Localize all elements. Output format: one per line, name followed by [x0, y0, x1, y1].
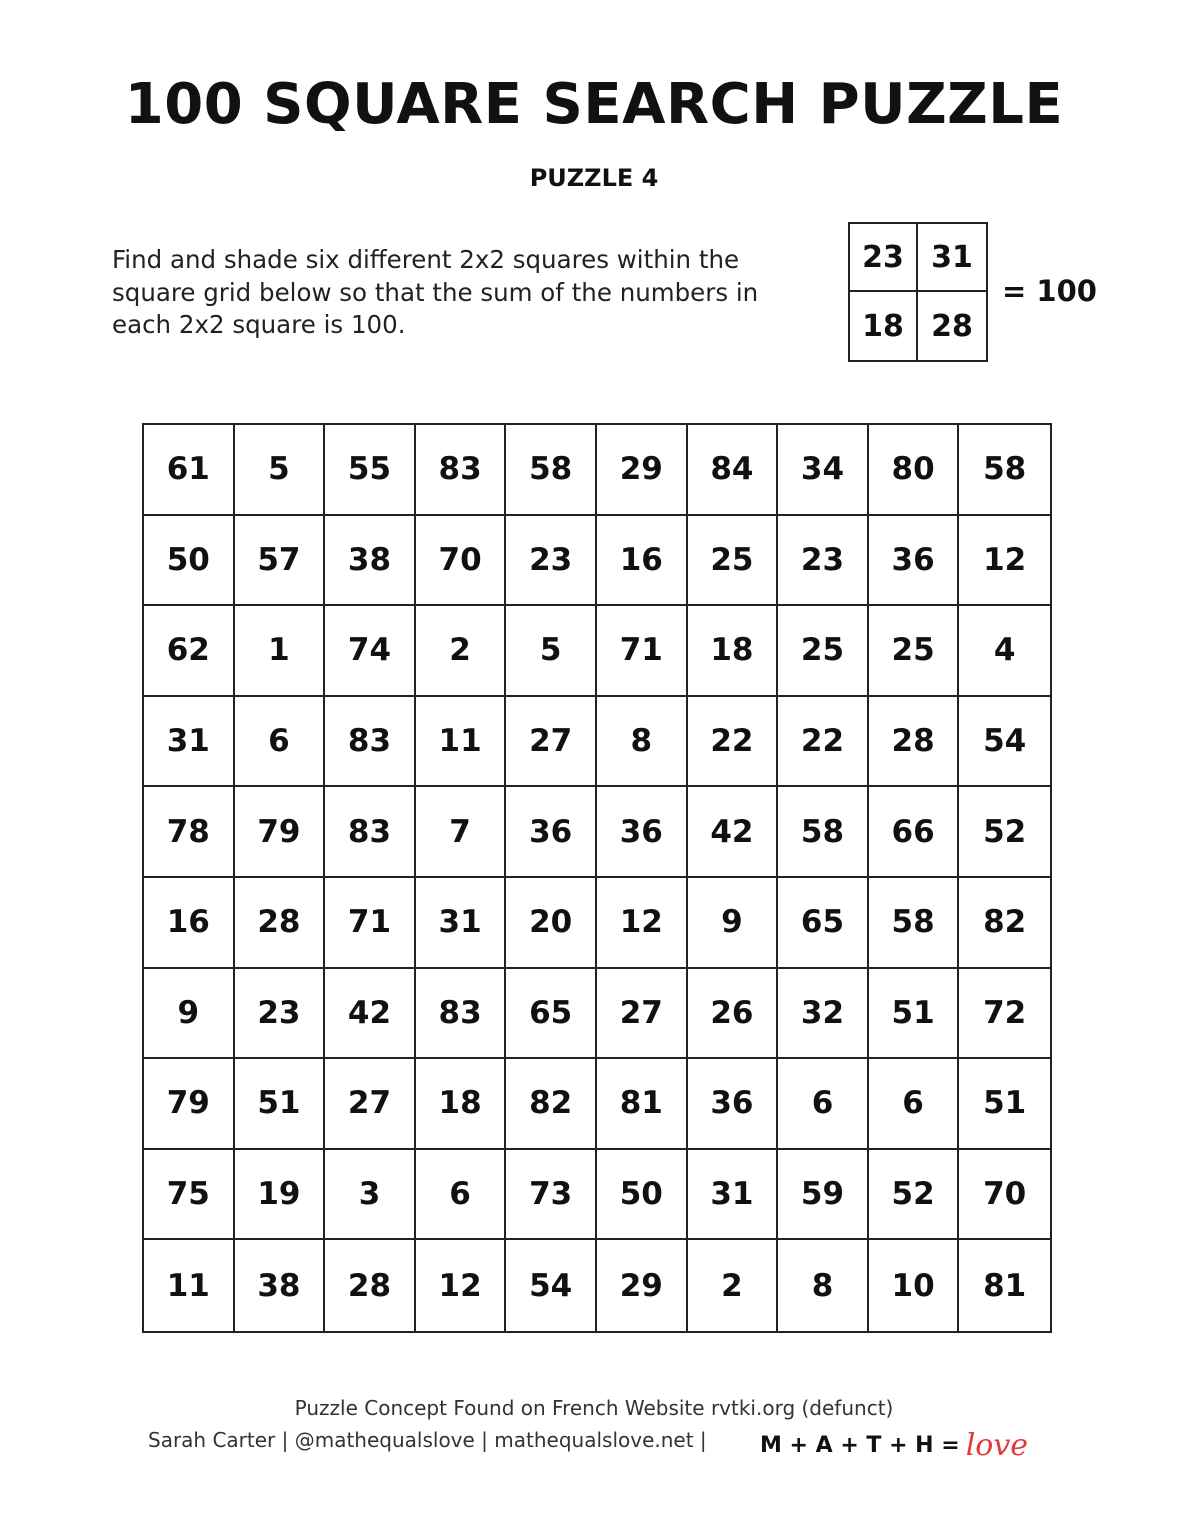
math-equals-love-logo: [760, 1428, 1028, 1463]
grid-cell[interactable]: 50: [144, 516, 235, 607]
grid-cell[interactable]: 23: [778, 516, 869, 607]
instructions-text: Find and shade six different 2x2 squares within the square grid below so that the sum of the numbers in each 2x2 square is 100.: [112, 245, 759, 339]
grid-cell[interactable]: 22: [778, 697, 869, 788]
grid-cell[interactable]: 36: [597, 787, 688, 878]
grid-cell[interactable]: 6: [235, 697, 326, 788]
grid-cell[interactable]: 55: [325, 425, 416, 516]
grid-cell[interactable]: 11: [144, 1240, 235, 1331]
footer-author-credit: Sarah Carter | @mathequalslove | mathequalslove.net |: [148, 1428, 707, 1452]
grid-cell[interactable]: 82: [959, 878, 1050, 969]
grid-cell[interactable]: 8: [597, 697, 688, 788]
grid-cell[interactable]: 27: [597, 969, 688, 1060]
grid-cell[interactable]: 70: [959, 1150, 1050, 1241]
grid-cell[interactable]: 65: [506, 969, 597, 1060]
grid-cell[interactable]: 27: [506, 697, 597, 788]
grid-cell[interactable]: 72: [959, 969, 1050, 1060]
grid-cell[interactable]: 51: [235, 1059, 326, 1150]
grid-cell[interactable]: 78: [144, 787, 235, 878]
grid-cell[interactable]: 3: [325, 1150, 416, 1241]
grid-cell[interactable]: 59: [778, 1150, 869, 1241]
grid-cell[interactable]: 25: [869, 606, 960, 697]
grid-cell[interactable]: 20: [506, 878, 597, 969]
grid-cell[interactable]: 29: [597, 1240, 688, 1331]
grid-cell[interactable]: 74: [325, 606, 416, 697]
grid-cell[interactable]: 6: [416, 1150, 507, 1241]
grid-cell[interactable]: 80: [869, 425, 960, 516]
example-2x2-square: [848, 222, 988, 362]
grid-cell[interactable]: 28: [235, 878, 326, 969]
grid-cell[interactable]: 71: [325, 878, 416, 969]
grid-cell[interactable]: 5: [506, 606, 597, 697]
grid-cell[interactable]: 83: [416, 969, 507, 1060]
grid-cell[interactable]: 75: [144, 1150, 235, 1241]
grid-cell[interactable]: 6: [778, 1059, 869, 1150]
grid-cell[interactable]: 10: [869, 1240, 960, 1331]
grid-cell[interactable]: 9: [688, 878, 779, 969]
grid-cell[interactable]: 82: [506, 1059, 597, 1150]
grid-cell[interactable]: 31: [688, 1150, 779, 1241]
grid-cell[interactable]: 83: [325, 787, 416, 878]
grid-cell[interactable]: 71: [597, 606, 688, 697]
grid-cell[interactable]: 26: [688, 969, 779, 1060]
grid-cell[interactable]: 38: [325, 516, 416, 607]
grid-cell[interactable]: 25: [778, 606, 869, 697]
grid-cell[interactable]: 12: [959, 516, 1050, 607]
grid-cell[interactable]: 5: [235, 425, 326, 516]
grid-cell[interactable]: 8: [778, 1240, 869, 1331]
grid-cell[interactable]: 16: [597, 516, 688, 607]
grid-cell[interactable]: 84: [688, 425, 779, 516]
logo-love-script: love: [965, 1428, 1029, 1463]
grid-cell[interactable]: 83: [325, 697, 416, 788]
grid-cell[interactable]: 57: [235, 516, 326, 607]
grid-cell[interactable]: 12: [416, 1240, 507, 1331]
grid-cell[interactable]: 9: [144, 969, 235, 1060]
grid-cell[interactable]: 58: [506, 425, 597, 516]
grid-cell[interactable]: 2: [688, 1240, 779, 1331]
logo-text: M + A + T + H =: [760, 1433, 960, 1458]
grid-cell[interactable]: 61: [144, 425, 235, 516]
grid-cell[interactable]: 12: [597, 878, 688, 969]
grid-cell[interactable]: 11: [416, 697, 507, 788]
grid-cell[interactable]: 65: [778, 878, 869, 969]
grid-cell[interactable]: 81: [597, 1059, 688, 1150]
grid-cell[interactable]: 73: [506, 1150, 597, 1241]
grid-cell[interactable]: 83: [416, 425, 507, 516]
example-sum-label: = 100: [1002, 274, 1097, 308]
grid-cell[interactable]: 50: [597, 1150, 688, 1241]
grid-cell[interactable]: 51: [959, 1059, 1050, 1150]
grid-cell[interactable]: 79: [144, 1059, 235, 1150]
grid-cell[interactable]: 58: [778, 787, 869, 878]
grid-cell[interactable]: 58: [869, 878, 960, 969]
grid-cell[interactable]: 38: [235, 1240, 326, 1331]
grid-cell[interactable]: 31: [416, 878, 507, 969]
example-cell: 23: [850, 224, 918, 292]
grid-cell[interactable]: 16: [144, 878, 235, 969]
grid-cell[interactable]: 54: [506, 1240, 597, 1331]
example-cell: 28: [931, 308, 973, 344]
grid-cell[interactable]: 18: [416, 1059, 507, 1150]
number-grid: [142, 423, 1052, 1333]
grid-cell[interactable]: 34: [778, 425, 869, 516]
grid-cell[interactable]: 2: [416, 606, 507, 697]
grid-cell[interactable]: 66: [869, 787, 960, 878]
grid-cell[interactable]: 36: [506, 787, 597, 878]
grid-cell[interactable]: 27: [325, 1059, 416, 1150]
grid-cell[interactable]: 70: [416, 516, 507, 607]
grid-cell[interactable]: 36: [688, 1059, 779, 1150]
page-title: 100 SQUARE SEARCH PUZZLE: [124, 72, 1064, 137]
grid-cell[interactable]: 42: [688, 787, 779, 878]
grid-cell[interactable]: 79: [235, 787, 326, 878]
example-cell: 31: [918, 224, 986, 292]
grid-cell[interactable]: 7: [416, 787, 507, 878]
grid-cell[interactable]: 1: [235, 606, 326, 697]
grid-cell[interactable]: 25: [688, 516, 779, 607]
grid-cell[interactable]: 6: [869, 1059, 960, 1150]
grid-cell[interactable]: 62: [144, 606, 235, 697]
grid-cell[interactable]: 18: [688, 606, 779, 697]
grid-cell[interactable]: 29: [597, 425, 688, 516]
grid-cell[interactable]: 36: [869, 516, 960, 607]
grid-cell[interactable]: 32: [778, 969, 869, 1060]
grid-cell[interactable]: 52: [869, 1150, 960, 1241]
example-cell: 18: [850, 292, 918, 360]
grid-cell[interactable]: 22: [688, 697, 779, 788]
grid-cell[interactable]: 19: [235, 1150, 326, 1241]
grid-cell[interactable]: 52: [959, 787, 1050, 878]
grid-cell[interactable]: 81: [983, 1267, 1027, 1304]
grid-cell[interactable]: 58: [959, 425, 1050, 516]
grid-cell[interactable]: 23: [506, 516, 597, 607]
grid-cell[interactable]: 23: [235, 969, 326, 1060]
puzzle-number: PUZZLE 4: [529, 164, 659, 192]
grid-cell[interactable]: 28: [325, 1240, 416, 1331]
footer-concept-credit: Puzzle Concept Found on French Website rvtki.org (defunct): [294, 1396, 894, 1420]
grid-cell[interactable]: 54: [959, 697, 1050, 788]
grid-cell[interactable]: 4: [959, 606, 1050, 697]
grid-cell[interactable]: 51: [869, 969, 960, 1060]
grid-cell[interactable]: 31: [144, 697, 235, 788]
grid-cell[interactable]: 28: [869, 697, 960, 788]
grid-cell[interactable]: 42: [325, 969, 416, 1060]
